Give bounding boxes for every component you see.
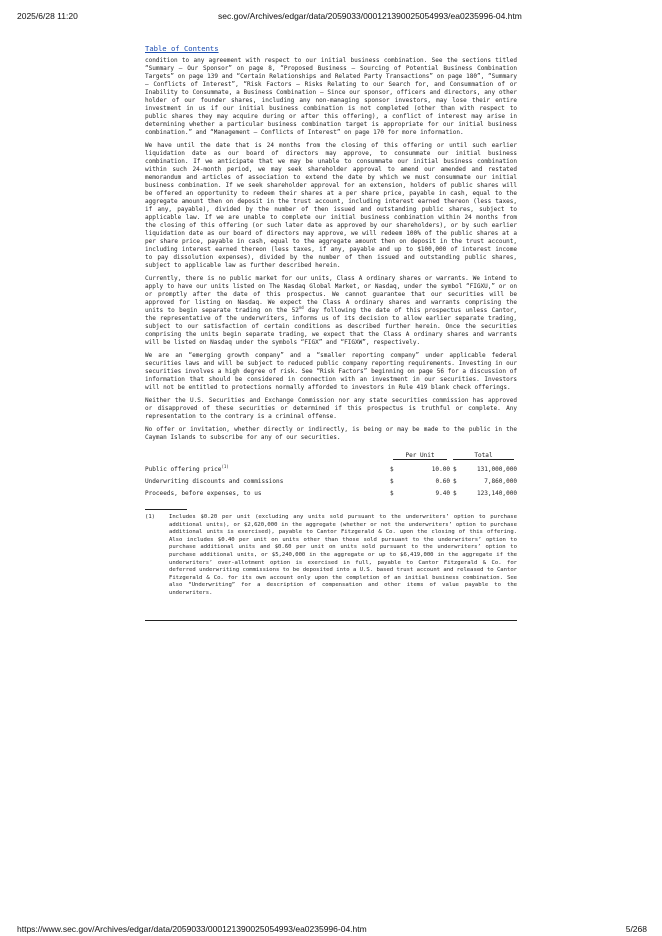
header-per-unit: Per Unit	[393, 452, 447, 460]
paragraph-deadline: We have until the date that is 24 months from the closing of this offering or until such earlier liquidation date as our board of directors may approve, to consummate our initial business combination. If we anticipate that we may be unable to consummate our initial business combination within such 24-month period, we may seek shareholder approval to amend our amended and restated memorandum and articles of association to extend the date by which we must consummate our initial business combination. If we seek shareholder approval for an extension, holders of public shares will be offered an opportunity to redeem their shares at a per share price, payable in cash, equal to the aggregate amount then on deposit in the trust account, including interest earned thereon (less taxes, if any, payable), divided by the number of then issued and outstanding public shares, subject to applicable law. If we are unable to complete our initial business combination within 24 months from the closing of this offering (or such later date as approved by our shareholders), or by such earlier liquidation date as our board of directors may approve, we will redeem 100% of the public shares at a per share price, payable in cash, equal to the aggregate amount then on deposit in the trust account, including interest earned thereon (less taxes, if any, payable and up to $100,000 of interest income to pay dissolution expenses), divided by the number of then issued and outstanding public shares, subject to applicable law as further described herein.	[145, 142, 517, 269]
page-title-url: sec.gov/Archives/edgar/data/2059033/000121390025054993/ea0235996-04.htm	[218, 11, 522, 21]
paragraph-listing-part1: Currently, there is no public market for our units, Class A ordinary shares or warrants. We intend to apply to have our units listed on The Nasdaq Global Market, or Nasdaq, under the symbol “FIGXU,” or on or promptly after the date of this prospectus. We cannot guarantee that our securities will be approved for listing on Nasdaq. We expect the Class A ordinary shares and warrants comprising the units to begin separate trading on the 52	[145, 275, 517, 314]
header-total: Total	[453, 452, 514, 460]
paragraph-egc: We are an “emerging growth company” and a “smaller reporting company” under applicable federal securities laws and will be subject to reduced public company reporting requirements. Investing in our securities involves a high degree of risk. See “Risk Factors” beginning on page 56 for a discussion of information that should be considered in connection with an investment in our securities. Investors will not be entitled to protections normally afforded to investors in Rule 419 blank check offerings.	[145, 352, 517, 391]
total-value: 7,860,000	[484, 478, 517, 485]
pricing-table	[145, 448, 517, 497]
footer-url: https://www.sec.gov/Archives/edgar/data/2059033/000121390025054993/ea0235996-04.htm	[17, 924, 367, 934]
per-unit-value: 0.60	[435, 478, 450, 485]
paragraph-conflicts: condition to any agreement with respect to our initial business combination. See the sections titled “Summary — Our Sponsor” on page 8, “Proposed Business — Sourcing of Potential Business Combination Targets” on page 139 and “Certain Relationships and Related Party Transactions” on page 180”, “Summary — Conflicts of Interest”, “Risk Factors — Risks Relating to our Search for, and Consummation of or Inability to Consummate, a Business Combination — Since our sponsor, officers and directors, any other holder of our founder shares, including any non-managing sponsor investors, may lose their entire investment in us if our initial business combination is not completed (other than with respect to public shares they may acquire during or after this offering), a conflict of interest may arise in determining whether a particular business combination target is appropriate for our initial business combination.” and “Management — Conflicts of Interest” on page 170 for more information.	[145, 57, 517, 136]
paragraph-listing-part2: day following the date of this prospectus unless Cantor, the representative of the underwriters, informs us of its decision to allow earlier separate trading, subject to our satisfaction of certain conditions as described further herein. Once the securities comprising the units begin separate trading, we expect that the Class A ordinary shares and warrants will be listed on Nasdaq under the symbols “FIGX” and “FIGXW”, respectively.	[145, 307, 517, 346]
pricing-table-header	[145, 448, 517, 461]
footnote-marker: (1)	[145, 514, 156, 520]
currency-symbol: $	[453, 478, 457, 485]
page-end-divider	[145, 620, 517, 621]
currency-symbol: $	[390, 478, 394, 485]
footnote-divider	[145, 509, 187, 510]
currency-symbol: $	[390, 490, 394, 497]
paragraph-cayman: No offer or invitation, whether directly or indirectly, is being or may be made to the public in the Cayman Islands to subscribe for any of our securities.	[145, 426, 517, 441]
row-label: Proceeds, before expenses, to us	[145, 490, 262, 497]
paragraph-sec-disclaimer: Neither the U.S. Securities and Exchange Commission nor any state securities commission has approved or disapproved of these securities or determined if this prospectus is truthful or complete. Any representation to the contrary is a criminal offense.	[145, 397, 517, 420]
table-row	[145, 461, 517, 473]
currency-symbol: $	[390, 466, 394, 473]
currency-symbol: $	[453, 490, 457, 497]
table-row	[145, 485, 517, 497]
table-of-contents-link[interactable]: Table of Contents	[145, 44, 219, 53]
ordinal-suffix: nd	[298, 304, 304, 310]
row-label: Public offering price	[145, 466, 222, 473]
row-label: Underwriting discounts and commissions	[145, 478, 284, 485]
paragraph-listing	[145, 275, 517, 347]
page-counter: 5/268	[625, 924, 647, 934]
print-datetime: 2025/6/28 11:20	[17, 11, 78, 21]
footnote-text: Includes $0.20 per unit (excluding any units sold pursuant to the underwriters’ option to purchase additional units), or $2,620,000 in the aggregate (whether or not the underwriters’ option to purchase additional units is exercised), payable to Cantor Fitzgerald & Co. upon the closing of this offering. Also includes $0.40 per unit on units other than those sold pursuant to the underwriters’ option to purchase additional units and $0.60 per unit on units sold pursuant to the underwriters’ option to purchase additional units, or $5,240,000 in the aggregate or up to $6,419,000 in the aggregate if the underwriters’ over-allotment option is exercised in full, payable to Cantor Fitzgerald & Co. for deferred underwriting commissions to be deposited into a U.S. based trust account and released to Cantor Fitzgerald & Co. for its own account only upon the completion of an initial business combination. See also “Underwriting” for a description of compensation and other items of value payable to the underwriters.	[169, 514, 517, 596]
document-body	[145, 36, 517, 621]
total-value: 131,000,000	[476, 466, 517, 473]
table-row	[145, 473, 517, 485]
total-value: 123,140,000	[476, 490, 517, 497]
footnote	[145, 514, 517, 598]
footnote-ref: (1)	[221, 463, 229, 469]
per-unit-value: 9.40	[435, 490, 450, 497]
per-unit-value: 10.00	[431, 466, 450, 473]
currency-symbol: $	[453, 466, 457, 473]
